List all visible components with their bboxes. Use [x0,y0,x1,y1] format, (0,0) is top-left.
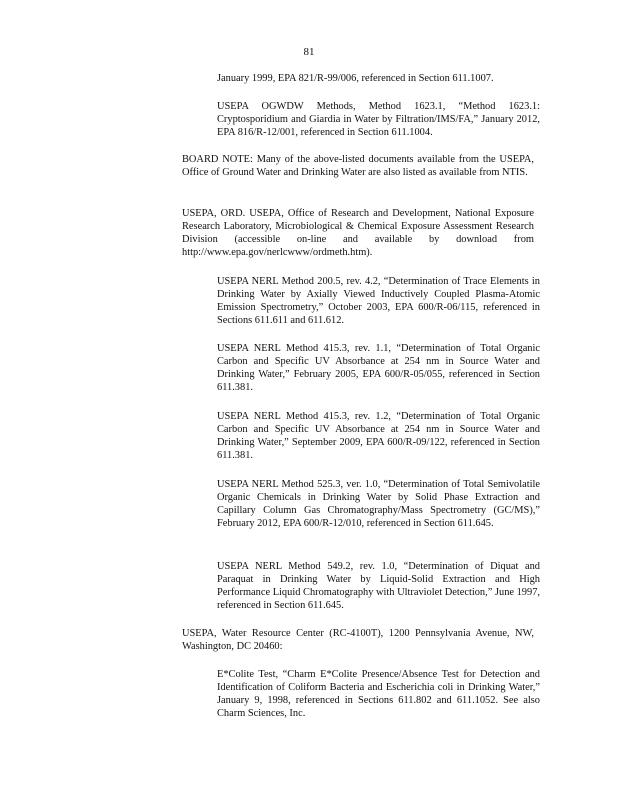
reference-entry: USEPA NERL Method 415.3, rev. 1.2, “Determination of Total Organic Carbon and Specific UV Absorbance at 254 nm in Source Water and Drinking Water,” September 2009, EPA 600/R-09/122, referenced in Section 611.381. [217,411,540,461]
reference-entry: USEPA NERL Method 525.3, ver. 1.0, “Determination of Total Semivolatile Organic Chemicals in Drinking Water by Solid Phase Extraction and Capillary Column Gas Chromatography/Mass Spectrometry (GC/MS),” February 2012, EPA 600/R-12/010, referenced in Section 611.645. [217,479,540,529]
reference-entry: USEPA OGWDW Methods, Method 1623.1, “Method 1623.1: Cryptosporidium and Giardia in Water by Filtration/IMS/FA,” January 2012, EPA 816/R-12/001, referenced in Section 611.1004. [217,101,540,138]
reference-entry: USEPA NERL Method 200.5, rev. 4.2, “Determination of Trace Elements in Drinking Water by Axially Viewed Inductively Coupled Plasma-Atomic Emission Spectrometry,” October 2003, EPA 600/R-06/115, referenced in Sections 611.611 and 611.612. [217,276,540,326]
reference-entry: USEPA NERL Method 415.3, rev. 1.1, “Determination of Total Organic Carbon and Specific UV Absorbance at 254 nm in Source Water and Drinking Water,” February 2005, EPA 600/R-05/055, referenced in Section 611.381. [217,343,540,393]
reference-entry: January 1999, EPA 821/R-99/006, referenced in Section 611.1007. [217,73,494,84]
reference-entry: USEPA NERL Method 549.2, rev. 1.0, “Determination of Diquat and Paraquat in Drinking Water by Liquid-Solid Extraction and High Performance Liquid Chromatography with Ultraviolet Detection,” June 1997, referenced in Section 611.645. [217,561,540,611]
source-heading: USEPA, ORD. USEPA, Office of Research and Development, National Exposure Research Laboratory, Microbiological & Chemical Exposure Assessment Research Division (accessible on-line and available by download from http://www.epa.gov/nerlcwww/ordmeth.htm). [182,208,534,258]
page-number: 81 [303,46,315,58]
board-note: BOARD NOTE: Many of the above-listed documents available from the USEPA, Office of Ground Water and Drinking Water are also listed as available from NTIS. [182,154,534,178]
source-heading: USEPA, Water Resource Center (RC-4100T), 1200 Pennsylvania Avenue, NW, Washington, DC 20460: [182,628,534,652]
reference-entry: E*Colite Test, “Charm E*Colite Presence/Absence Test for Detection and Identification of Coliform Bacteria and Escherichia coli in Drinking Water,” January 9, 1998, referenced in Sections 611.802 and 611.1052. See also Charm Sciences, Inc. [217,669,540,719]
